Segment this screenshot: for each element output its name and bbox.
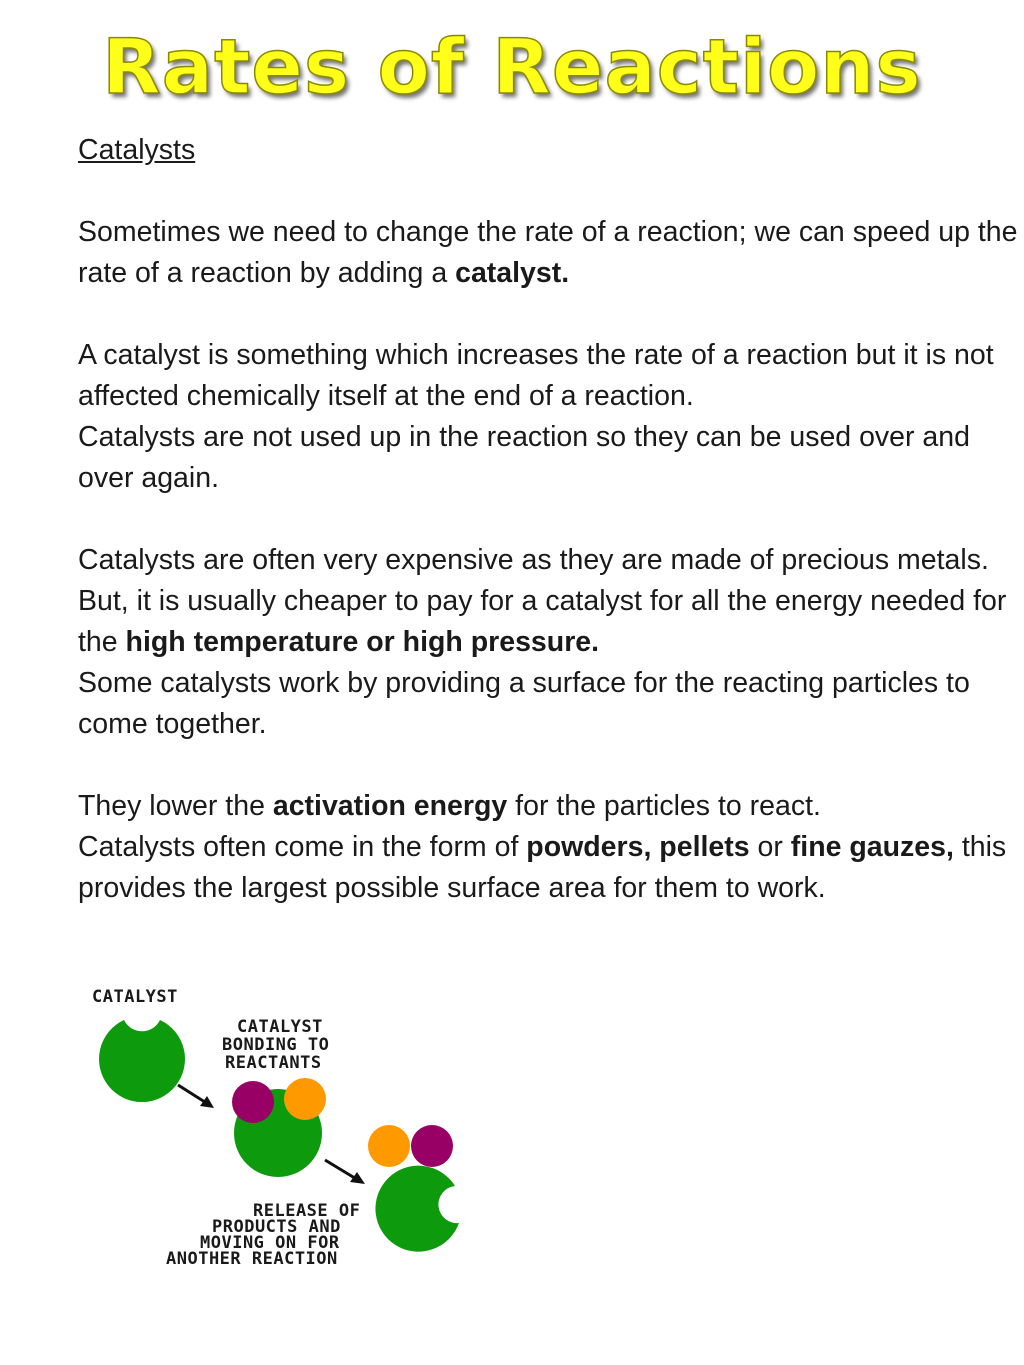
catalyst-shape-1: [99, 1020, 185, 1102]
paragraph-4-bold-2: powders, pellets: [526, 831, 750, 863]
reactant-orange-2: [368, 1125, 410, 1167]
paragraph-3: [78, 540, 1018, 663]
catalyst-diagram-svg: [80, 980, 500, 1280]
paragraph-1: [78, 212, 1018, 294]
label-bonding-line-3: REACTANTS: [225, 1053, 322, 1073]
paragraph-3-line-2: Some catalysts work by providing a surface for the reacting particles to come together.: [78, 667, 970, 740]
paragraph-4-text-5: this provides the largest possible surface area for them to work.: [78, 831, 1007, 904]
paragraph-1-text: Sometimes we need to change the rate of a reaction; we can speed up the rate of a reaction by adding a: [78, 216, 1018, 289]
reactant-purple-1: [232, 1081, 274, 1123]
catalyst-diagram: [80, 980, 500, 1280]
label-bonding-line-2: BONDING TO: [222, 1035, 330, 1055]
label-release-line-1: RELEASE OF: [253, 1201, 361, 1221]
paragraph-4-bold-3: fine gauzes,: [790, 831, 954, 863]
paragraph-4-line-1: [78, 786, 1018, 827]
page-title: Rates of Reactions: [102, 22, 922, 111]
paragraph-4-bold-1: activation energy: [272, 790, 508, 822]
paragraph-4-text-4: or: [749, 831, 791, 863]
content-body: [78, 130, 1018, 909]
paragraph-3-text: Catalysts are often very expensive as they are made of precious metals. But, it is usually cheaper to pay for a catalyst for all the energy needed for the: [78, 544, 1007, 658]
paragraph-4-text-2: for the particles to react.: [507, 790, 821, 822]
label-release-line-3: MOVING ON FOR: [200, 1233, 340, 1253]
paragraph-4-line-2: [78, 827, 1018, 909]
arrow-icon-2: [325, 1160, 365, 1184]
label-release-line-2: PRODUCTS AND: [212, 1217, 341, 1237]
reactant-orange-1: [284, 1078, 326, 1120]
paragraph-1-bold: catalyst.: [455, 257, 570, 289]
paragraph-3-bold: high temperature or high pressure.: [125, 626, 600, 658]
label-release-line-4: ANOTHER REACTION: [166, 1249, 338, 1269]
paragraph-2-line-1: A catalyst is something which increases the rate of a reaction but it is not affected chemically itself at the end of a reaction.: [78, 339, 994, 412]
section-heading: Catalysts: [78, 134, 196, 166]
catalyst-shape-3: [375, 1166, 459, 1252]
reactant-purple-2: [411, 1125, 453, 1167]
paragraph-4-text-3: Catalysts often come in the form of: [78, 831, 527, 863]
paragraph-4-text-1: They lower the: [78, 790, 273, 822]
arrow-icon-1: [178, 1085, 214, 1108]
label-bonding-line-1: CATALYST: [237, 1017, 323, 1037]
label-catalyst: CATALYST: [92, 987, 178, 1007]
paragraph-2-line-2: Catalysts are not used up in the reaction so they can be used over and over again.: [78, 421, 970, 494]
